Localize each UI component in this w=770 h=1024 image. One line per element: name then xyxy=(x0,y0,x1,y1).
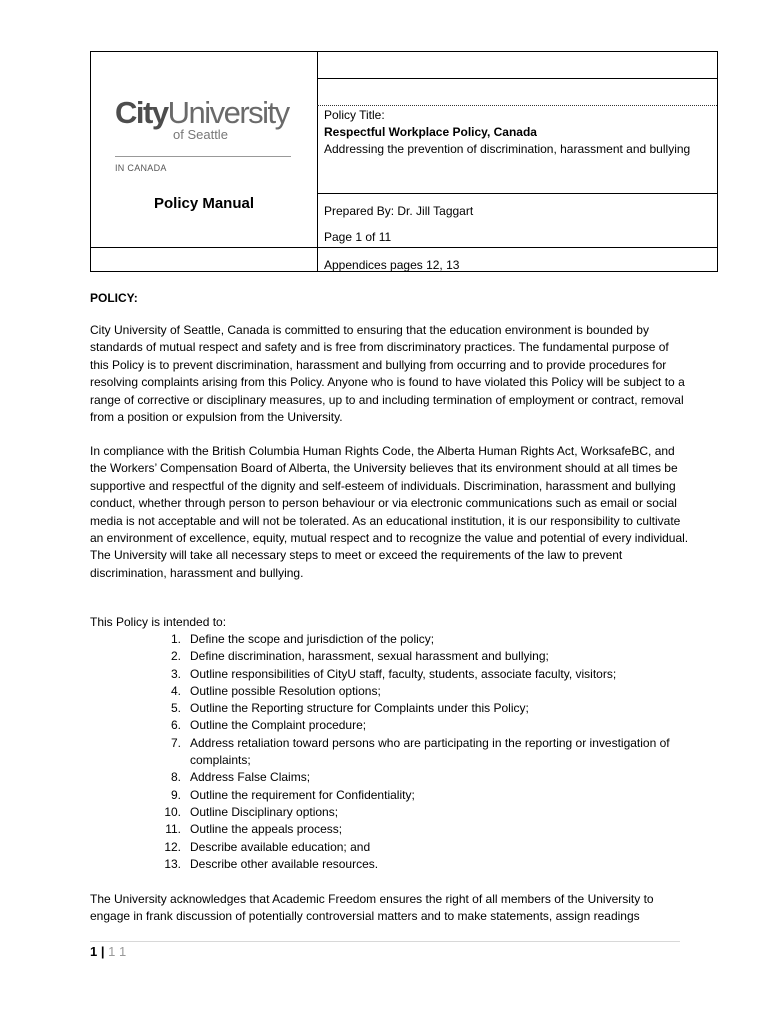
list-item-number: 5. xyxy=(170,701,181,716)
policy-paragraph-2: In compliance with the British Columbia Human Rights Code, the Alberta Human Rights Act, WorksafeBC, and the Workers’ Compensation Board of Alberta, the University believes that its environment should at all times be supportive and respectful of the dignity and self-esteem of individuals. Discrimination, harassment and bullying conduct, whether through person to person behaviour or via electronic communications such as email or social media is not acceptable and will not be tolerated. As an educational institution, it is our responsibility to cultivate an environment of excellence, equity, mutual respect and to recognize the value and potential of every individual. The University will take all necessary steps to meet or exceed the requirements of the law to prevent discrimination, harassment and bullying. xyxy=(90,444,689,580)
list-item xyxy=(150,821,710,838)
prepared-by: Prepared By: Dr. Jill Taggart xyxy=(324,204,474,218)
list-item xyxy=(150,856,710,873)
list-item-text: Address False Claims; xyxy=(190,770,311,785)
manual-title: Policy Manual xyxy=(153,195,255,212)
list-item xyxy=(150,631,710,648)
table-rule-title xyxy=(317,193,717,194)
table-rule-bottom xyxy=(91,247,717,248)
policy-title: Respectful Workplace Policy, Canada xyxy=(324,125,537,139)
list-item xyxy=(150,735,710,770)
appendices-info: Appendices pages 12, 13 xyxy=(324,258,460,272)
policy-paragraph-3: The University acknowledges that Academic Freedom ensures the right of all members of the University to engage in frank discussion of potentially controversial matters and to make statements, assign readings xyxy=(90,892,654,924)
list-item-number: 3. xyxy=(170,666,181,681)
list-item-number: 7. xyxy=(170,735,181,750)
footer-page-number: 1 xyxy=(90,944,98,959)
list-item-text: Outline the Complaint procedure; xyxy=(190,718,367,733)
footer-rule xyxy=(90,941,680,942)
list-item xyxy=(150,666,710,683)
list-item-text: Define the scope and jurisdiction of the policy; xyxy=(190,632,435,646)
header-table xyxy=(90,51,718,272)
page-info: Page 1 of 11 xyxy=(324,230,392,244)
list-item-number: 10. xyxy=(164,804,181,819)
list-item xyxy=(150,787,710,804)
logo-wordmark xyxy=(115,95,295,130)
list-item xyxy=(150,839,710,856)
logo-rule xyxy=(115,156,291,157)
list-item-number: 13. xyxy=(164,856,181,871)
list-item xyxy=(150,683,710,700)
list-item-text: Outline the Reporting structure for Complaints under this Policy; xyxy=(190,701,529,716)
policy-title-block xyxy=(324,107,704,158)
policy-title-label: Policy Title: xyxy=(324,108,385,122)
list-item-number: 2. xyxy=(170,649,181,664)
list-item-text: Define discrimination, harassment, sexual harassment and bullying; xyxy=(190,649,549,664)
list-item-text: Address retaliation toward persons who are participating in the reporting or investigation of complaints; xyxy=(190,735,670,768)
footer-separator: | xyxy=(100,944,105,959)
table-divider-vertical xyxy=(317,52,318,271)
cityu-logo xyxy=(115,95,295,173)
list-item-text: Outline responsibilities of CityU staff, faculty, students, associate faculty, visitors; xyxy=(190,666,617,681)
list-item-number: 9. xyxy=(170,787,181,802)
footer-page-total: 1 1 xyxy=(108,944,127,959)
list-item xyxy=(150,700,710,717)
logo-seattle: of Seattle xyxy=(173,127,228,142)
list-item-number: 4. xyxy=(170,683,181,698)
policy-subtitle: Addressing the prevention of discrimination, harassment and bullying xyxy=(324,142,691,156)
policy-objectives-list xyxy=(150,631,710,873)
logo-canada: IN CANADA xyxy=(115,163,167,173)
list-item-number: 8. xyxy=(170,770,181,785)
list-item xyxy=(150,717,710,734)
list-item xyxy=(150,769,710,786)
list-item xyxy=(150,648,710,665)
list-item-number: 1. xyxy=(170,632,181,646)
policy-intro: This Policy is intended to: xyxy=(90,615,227,629)
page-footer xyxy=(90,944,126,959)
list-item xyxy=(150,804,710,821)
logo-university: University xyxy=(167,95,289,130)
table-rule-dotted xyxy=(317,105,717,106)
list-item-number: 11. xyxy=(165,822,181,837)
list-item-number: 12. xyxy=(164,839,181,854)
list-item-text: Outline possible Resolution options; xyxy=(190,683,381,698)
policy-heading: POLICY: xyxy=(90,291,138,305)
policy-paragraph-1: City University of Seattle, Canada is committed to ensuring that the education environment is bounded by standards of mutual respect and safety and is free from discriminatory practices. The fundamental purpose of this Policy is to prevent discrimination, harassment and bullying from occurring and to provide procedures for resolving complaints arising from this Policy. Anyone who is found to have violated this Policy will be subject to a range of corrective or disciplinary measures, up to and including termination of employment or contract, removal from a position or expulsion from the University. xyxy=(90,323,685,425)
table-rule-top xyxy=(317,78,717,79)
list-item-text: Describe available education; and xyxy=(190,839,371,854)
list-item-number: 6. xyxy=(170,718,181,733)
list-item-text: Outline the requirement for Confidentiality; xyxy=(190,787,415,802)
list-item-text: Outline the appeals process; xyxy=(190,822,343,837)
logo-city: City xyxy=(115,95,168,130)
list-item-text: Outline Disciplinary options; xyxy=(190,804,339,819)
list-item-text: Describe other available resources. xyxy=(190,856,379,871)
